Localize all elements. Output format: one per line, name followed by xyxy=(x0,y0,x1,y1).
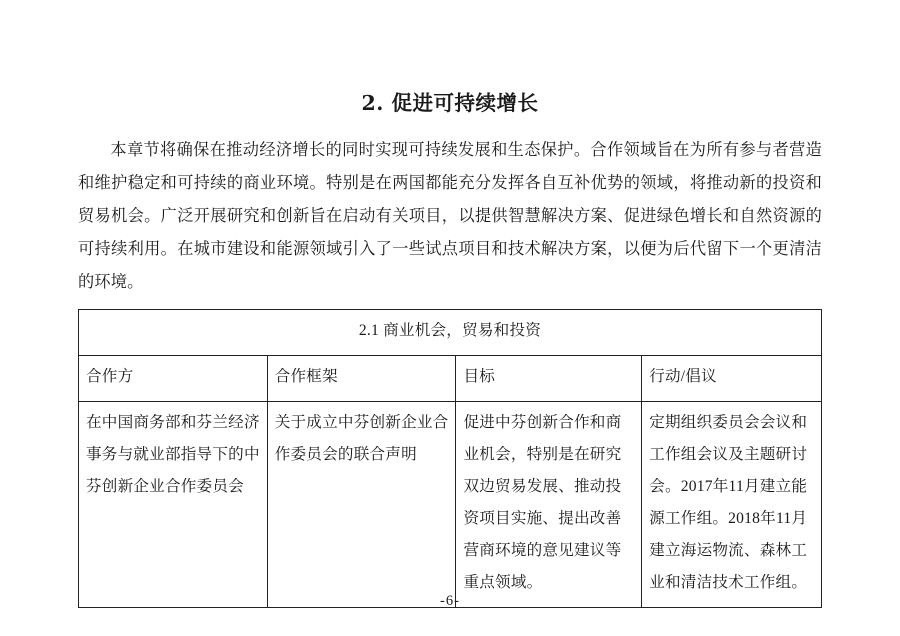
table-caption: 2.1 商业机会，贸易和投资 xyxy=(79,310,822,356)
opportunities-table xyxy=(78,309,822,608)
page-title: 2. 促进可持续增长 xyxy=(361,91,539,115)
page-number: -6- xyxy=(440,593,460,609)
body-paragraph: 本章节将确保在推动经济增长的同时实现可持续发展和生态保护。合作领域旨在为所有参与者营造和维护稳定和可持续的商业环境。特别是在两国都能充分发挥各自互补优势的领域，将推动新的投资和贸易机会。广泛开展研究和创新旨在启动有关项目，以提供智慧解决方案、促进绿色增长和自然资源的可持续利用。在城市建设和能源领域引入了一些试点项目和技术解决方案，以便为后代留下一个更清洁的环境。 xyxy=(78,141,822,291)
table-caption-row xyxy=(79,310,822,356)
cell-framework: 关于成立中芬创新企业合作委员会的联合声明 xyxy=(267,402,456,608)
cell-partner: 在中国商务部和芬兰经济事务与就业部指导下的中芬创新企业合作委员会 xyxy=(79,402,268,608)
table-row xyxy=(79,402,822,608)
cell-action: 定期组织委员会会议和工作组会议及主题研讨会。2017年11月建立能源工作组。2018年11月建立海运物流、森林工业和清洁技术工作组。 xyxy=(642,402,822,608)
column-header-goal: 目标 xyxy=(456,356,642,402)
cell-goal: 促进中芬创新合作和商业机会，特别是在研究双边贸易发展、推动投资项目实施、提出改善营商环境的意见建议等重点领域。 xyxy=(456,402,642,608)
column-header-partner: 合作方 xyxy=(79,356,268,402)
column-header-framework: 合作框架 xyxy=(267,356,456,402)
table-header-row xyxy=(79,356,822,402)
column-header-action: 行动/倡议 xyxy=(642,356,822,402)
